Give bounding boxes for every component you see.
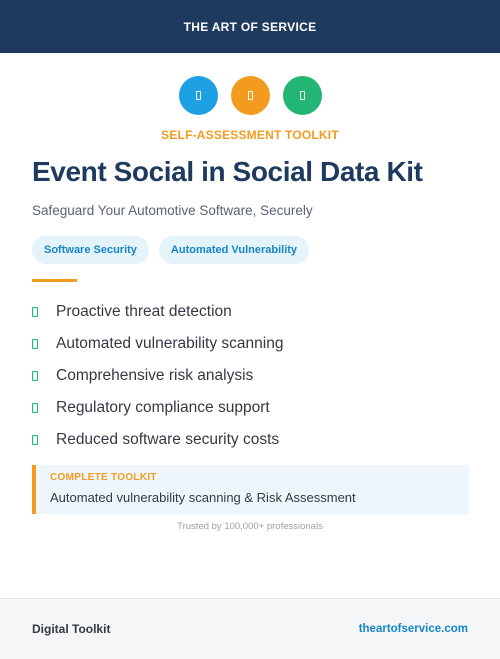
accent-divider [32,279,77,282]
feature-text: Automated vulnerability scanning [56,335,284,352]
callout-label: COMPLETE TOOLKIT [50,472,157,483]
check-icon [32,307,38,317]
brand-name: THE ART OF SERVICE [183,19,317,34]
feature-item [32,392,283,424]
toolkit-callout [32,465,469,514]
feature-list [32,296,283,456]
check-icon [32,435,38,445]
feature-text: Regulatory compliance support [56,399,270,416]
feature-text: Proactive threat detection [56,303,232,320]
tag-list [32,236,309,264]
blue-badge-icon [179,76,218,115]
tag-chip: Automated Vulnerability [159,236,309,264]
footer-label: Digital Toolkit [32,622,111,636]
footer [0,598,500,659]
brand-header [0,0,500,53]
tag-chip: Software Security [32,236,149,264]
icon-row [0,76,500,115]
feature-item [32,328,283,360]
check-icon [32,371,38,381]
page-title: Event Social in Social Data Kit [32,156,423,187]
kicker-label: SELF-ASSESSMENT TOOLKIT [161,128,339,142]
feature-item [32,296,283,328]
green-badge-icon [283,76,322,115]
feature-item [32,424,283,456]
check-icon [32,339,38,349]
feature-item [32,360,283,392]
orange-badge-icon [231,76,270,115]
callout-text: Automated vulnerability scanning & Risk Assessment [50,490,356,505]
check-icon [32,403,38,413]
feature-text: Reduced software security costs [56,431,280,448]
website-link[interactable]: theartofservice.com [358,623,468,635]
trust-line: Trusted by 100,000+ professionals [177,521,323,532]
feature-text: Comprehensive risk analysis [56,367,254,384]
subtitle: Safeguard Your Automotive Software, Securely [32,203,313,218]
